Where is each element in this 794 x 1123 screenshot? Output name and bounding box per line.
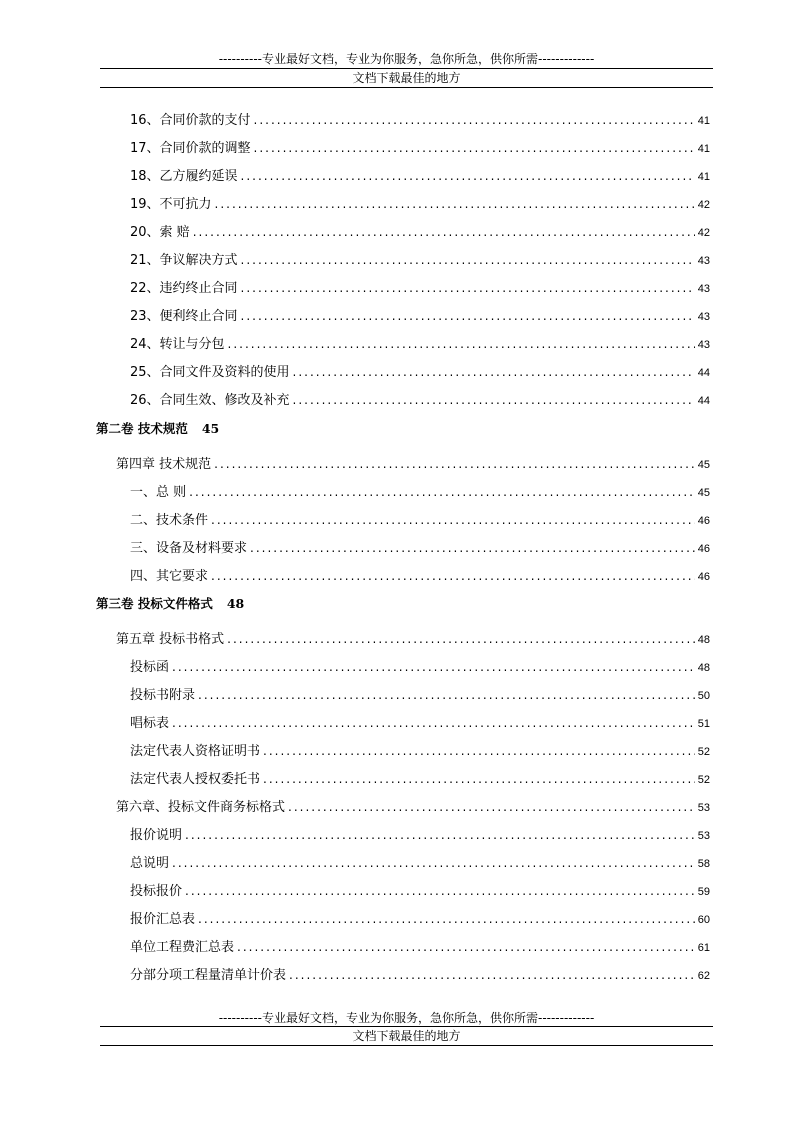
toc-entry-page: 62 (697, 970, 710, 982)
toc-leader-dots (172, 659, 695, 675)
toc-entry-title: 报价汇总表 (130, 912, 196, 927)
toc-entry[interactable] (130, 883, 710, 899)
header-rule-bottom (100, 87, 713, 88)
toc-leader-dots (289, 967, 695, 983)
toc-leader-dots (185, 883, 695, 899)
toc-entry-page: 52 (697, 774, 710, 786)
header-rule (100, 68, 713, 69)
toc-leader-dots (254, 140, 695, 156)
toc-chapter[interactable] (116, 456, 710, 472)
toc-entry-title: 20、索 赔 (130, 225, 190, 240)
footer-rule-bottom (100, 1045, 713, 1046)
toc-leader-dots (288, 799, 695, 815)
toc-entry-title: 一、总 则 (130, 485, 187, 500)
toc-entry-page: 46 (697, 571, 710, 583)
toc-volume-title: 第二卷 技术规范 (96, 421, 188, 436)
toc-entry-page: 42 (697, 199, 710, 211)
toc-entry-page: 45 (697, 487, 710, 499)
footer-slogan: ----------专业最好文档，专业为你服务，急你所急，供你所需------------- (218, 1011, 595, 1025)
toc-entry-page: 43 (697, 255, 710, 267)
footer-rule (100, 1026, 713, 1027)
toc-leader-dots (241, 308, 695, 324)
toc-entry-page: 53 (697, 830, 710, 842)
toc-chapter[interactable] (116, 631, 710, 647)
toc-leader-dots (227, 631, 695, 647)
toc-volume-page: 45 (201, 421, 220, 436)
toc-entry-title: 26、合同生效、修改及补充 (130, 393, 290, 408)
toc-leader-dots (198, 911, 695, 927)
toc-entry[interactable] (130, 911, 710, 927)
toc-entry[interactable] (130, 196, 710, 212)
toc-entry-page: 48 (697, 634, 710, 646)
toc-entry[interactable] (130, 939, 710, 955)
toc-entry-page: 53 (697, 802, 710, 814)
toc-entry[interactable] (130, 112, 710, 128)
toc-entry[interactable] (130, 771, 710, 787)
toc-leader-dots (263, 771, 695, 787)
toc-leader-dots (189, 484, 695, 500)
toc-leader-dots (263, 743, 695, 759)
toc-leader-dots (211, 568, 695, 584)
toc-leader-dots (241, 168, 695, 184)
toc-leader-dots (172, 855, 695, 871)
toc-entry-page: 41 (697, 143, 710, 155)
toc-entry-page: 59 (697, 886, 710, 898)
toc-entry-page: 50 (697, 690, 710, 702)
toc-entry[interactable] (130, 336, 710, 352)
toc-entry-title: 25、合同文件及资料的使用 (130, 365, 290, 380)
toc-entry-title: 法定代表人资格证明书 (130, 744, 261, 759)
toc-leader-dots (215, 196, 695, 212)
toc-entry-page: 60 (697, 914, 710, 926)
toc-volume-heading[interactable] (96, 421, 219, 437)
toc-entry-title: 第五章 投标书格式 (116, 632, 225, 647)
toc-entry-page: 61 (697, 942, 710, 954)
toc-entry-title: 投标报价 (130, 884, 183, 899)
toc-entry-page: 46 (697, 543, 710, 555)
toc-entry[interactable] (130, 855, 710, 871)
footer-subtitle: 文档下载最佳的地方 (352, 1029, 461, 1043)
toc-entry-page: 52 (697, 746, 710, 758)
toc-entry-title: 17、合同价款的调整 (130, 141, 251, 156)
toc-entry-page: 41 (697, 171, 710, 183)
toc-leader-dots (254, 112, 695, 128)
toc-leader-dots (293, 392, 695, 408)
toc-leader-dots (172, 715, 695, 731)
header-subtitle: 文档下载最佳的地方 (352, 71, 461, 85)
toc-leader-dots (193, 224, 695, 240)
toc-entry-page: 41 (697, 115, 710, 127)
toc-entry[interactable] (130, 168, 710, 184)
toc-leader-dots (241, 280, 695, 296)
toc-entry-title: 21、争议解决方式 (130, 253, 238, 268)
toc-entry[interactable] (130, 280, 710, 296)
toc-entry-title: 二、技术条件 (130, 513, 209, 528)
toc-leader-dots (198, 687, 695, 703)
toc-entry[interactable] (130, 743, 710, 759)
toc-entry[interactable] (130, 967, 710, 983)
toc-entry-title: 单位工程费汇总表 (130, 940, 235, 955)
toc-leader-dots (241, 252, 695, 268)
toc-leader-dots (237, 939, 695, 955)
toc-entry[interactable] (130, 364, 710, 380)
toc-leader-dots (214, 456, 695, 472)
toc-entry-title: 19、不可抗力 (130, 197, 212, 212)
toc-entry[interactable] (130, 540, 710, 556)
toc-entry-title: 四、其它要求 (130, 569, 209, 584)
header-slogan: ----------专业最好文档，专业为你服务，急你所急，供你所需------------- (218, 52, 595, 66)
toc-entry-page: 51 (697, 718, 710, 730)
toc-entry-page: 46 (697, 515, 710, 527)
toc-entry-title: 16、合同价款的支付 (130, 113, 251, 128)
toc-leader-dots (211, 512, 695, 528)
toc-leader-dots (250, 540, 695, 556)
toc-entry-title: 唱标表 (130, 716, 170, 731)
toc-entry-title: 投标书附录 (130, 688, 196, 703)
toc-entry-page: 42 (697, 227, 710, 239)
toc-entry[interactable] (130, 252, 710, 268)
toc-volume-title: 第三卷 投标文件格式 (96, 596, 213, 611)
toc-entry-title: 法定代表人授权委托书 (130, 772, 261, 787)
toc-entry-page: 48 (697, 662, 710, 674)
toc-chapter[interactable] (116, 799, 710, 815)
toc-entry-title: 总说明 (130, 856, 170, 871)
toc-entry-title: 第六章、投标文件商务标格式 (116, 800, 286, 815)
toc-leader-dots (293, 364, 695, 380)
toc-entry-page: 58 (697, 858, 710, 870)
toc-entry-title: 24、转让与分包 (130, 337, 225, 352)
toc-entry-title: 报价说明 (130, 828, 183, 843)
toc-entry-page: 44 (697, 395, 710, 407)
toc-entry-page: 45 (697, 459, 710, 471)
toc-entry-page: 43 (697, 283, 710, 295)
toc-entry[interactable] (130, 392, 710, 408)
toc-entry-title: 分部分项工程量清单计价表 (130, 968, 287, 983)
toc-entry-title: 三、设备及材料要求 (130, 541, 248, 556)
toc-entry[interactable] (130, 308, 710, 324)
toc-entry[interactable] (130, 568, 710, 584)
toc-entry-page: 43 (697, 311, 710, 323)
toc-entry[interactable] (130, 827, 710, 843)
toc-entry-title: 投标函 (130, 660, 170, 675)
toc-entry[interactable] (130, 715, 710, 731)
toc-volume-page: 48 (226, 596, 245, 611)
toc-entry-title: 23、便利终止合同 (130, 309, 238, 324)
toc-entry[interactable] (130, 687, 710, 703)
toc-entry-title: 18、乙方履约延误 (130, 169, 238, 184)
toc-entry-page: 43 (697, 339, 710, 351)
toc-entry-title: 第四章 技术规范 (116, 457, 212, 472)
toc-entry[interactable] (130, 512, 710, 528)
toc-entry[interactable] (130, 484, 710, 500)
toc-entry-title: 22、违约终止合同 (130, 281, 238, 296)
toc-entry[interactable] (130, 659, 710, 675)
toc-volume-heading[interactable] (96, 596, 244, 612)
toc-entry-page: 44 (697, 367, 710, 379)
toc-entry[interactable] (130, 224, 710, 240)
toc-entry[interactable] (130, 140, 710, 156)
toc-leader-dots (228, 336, 695, 352)
toc-leader-dots (185, 827, 695, 843)
